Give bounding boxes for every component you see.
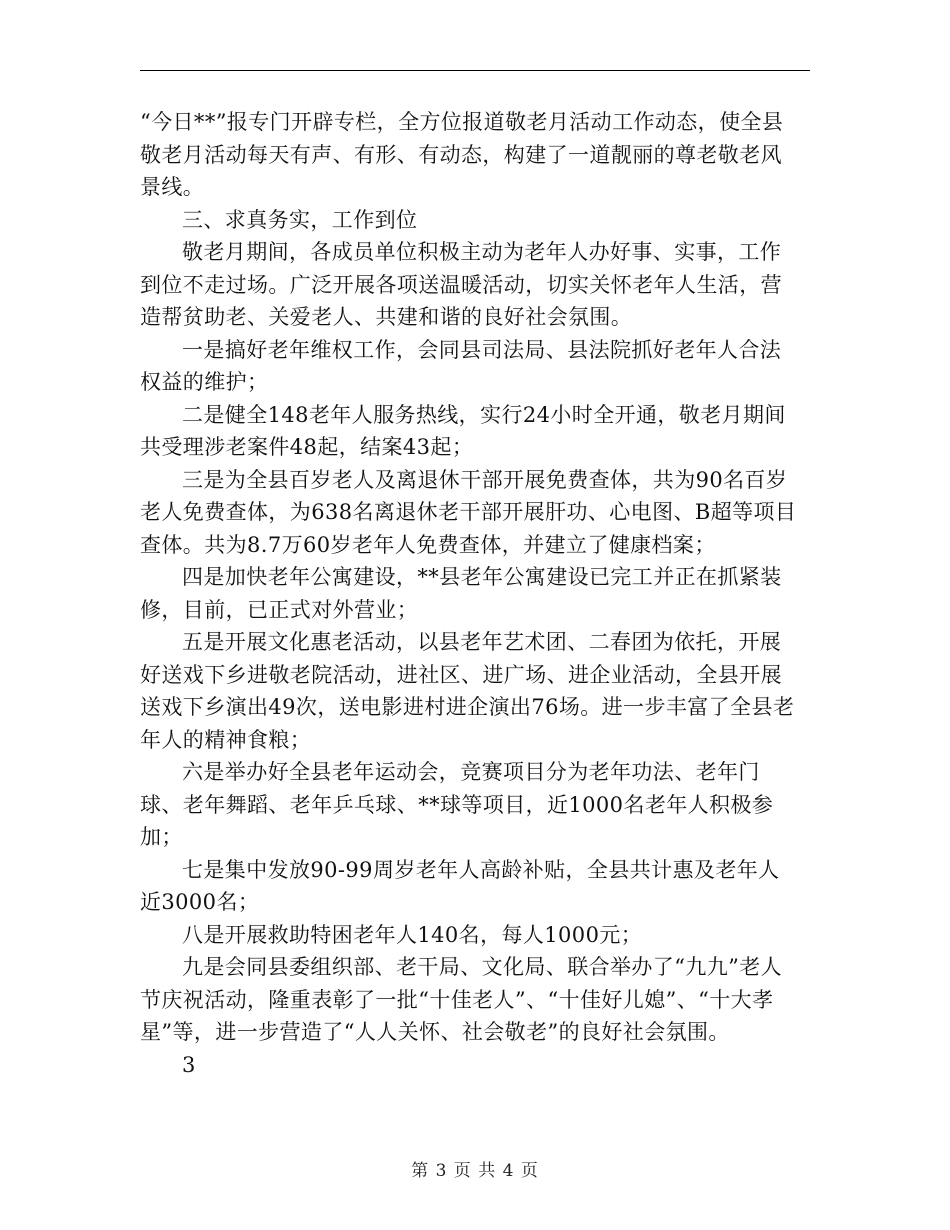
list-item-7: 七是集中发放90-99周岁老年人高龄补贴，全县共计惠及老年人近3000名； — [140, 857, 780, 914]
section-heading: 三、求真务实，工作到位 — [182, 207, 418, 232]
list-item-4: 四是加快老年公寓建设，**县老年公寓建设已完工并正在抓紧装修，目前，已正式对外营业； — [140, 565, 782, 622]
list-item-3: 三是为全县百岁老人及离退休干部开展免费查体，共为90名百岁老人免费查体，为638名离退休老干部开展肝功、心电图、B超等项目查体。共为8.7万60岁老年人免费查体，并建立了健康档案； — [140, 467, 797, 557]
page-footer: 第 3 页 共 4 页 — [411, 1161, 539, 1181]
paragraph-3: 敬老月期间，各成员单位积极主动为老年人办好事、实事，工作到位不走过场。广泛开展各项送温暖活动，切实关怀老年人生活，营造帮贫助老、关爱老人、共建和谐的良好社会氛围。 — [140, 240, 782, 329]
list-item-8: 八是开展救助特困老年人140名，每人1000元； — [182, 922, 643, 947]
header-rule — [140, 70, 810, 71]
list-item-1: 一是搞好老年维权工作，会同县司法局、县法院抓好老年人合法权益的维护； — [140, 337, 782, 394]
list-item-2: 二是健全148老年人服务热线，实行24小时全开通，敬老月期间共受理涉老案件48起，结案43起； — [140, 402, 786, 459]
stray-page-number: 3 — [182, 1052, 196, 1077]
paragraph-1: “今日**”报专门开辟专栏，全方位报道敬老月活动工作动态，使全县敬老月活动每天有声、有形、有动态，构建了一道靓丽的尊老敬老风景线。 — [140, 110, 784, 199]
document-body — [140, 106, 800, 1081]
list-item-9: 九是会同县委组织部、老干局、文化局、联合举办了“九九”老人节庆祝活动，隆重表彰了一批“十佳老人”、“十佳好儿媳”、“十大孝星”等，进一步营造了“人人关怀、社会敬老”的良好社会氛围。 — [140, 955, 783, 1044]
list-item-6: 六是举办好全县老年运动会，竞赛项目分为老年功法、老年门球、老年舞蹈、老年乒乓球、**球等项目，近1000名老年人积极参加； — [140, 760, 774, 849]
list-item-5: 五是开展文化惠老活动，以县老年艺术团、二春团为依托，开展好送戏下乡进敬老院活动，进社区、进广场、进企业活动，全县开展送戏下乡演出49次，送电影进村进企演出76场。进一步丰富了全县老年人的精神食粮； — [140, 630, 795, 752]
